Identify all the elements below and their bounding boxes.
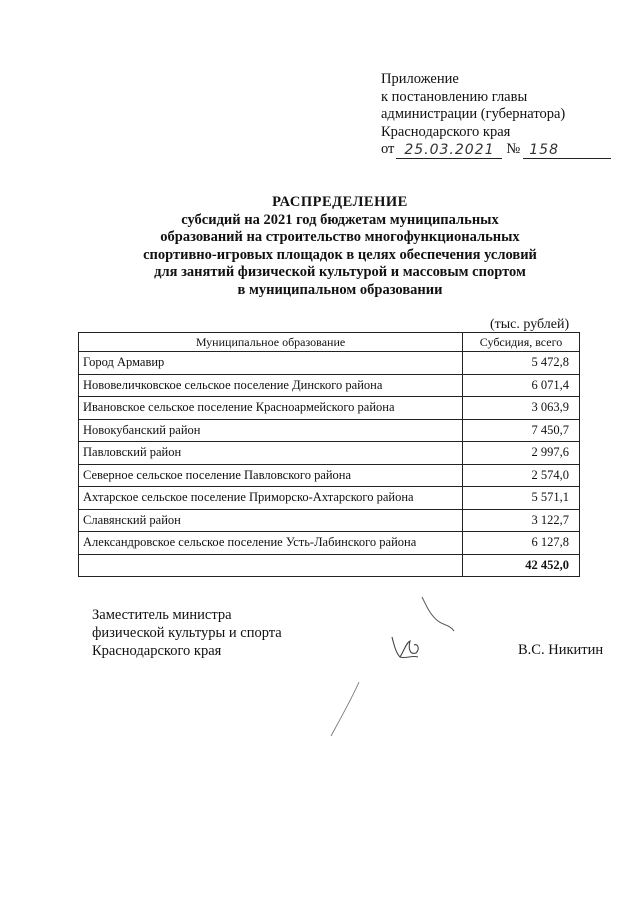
table-row — [79, 352, 580, 375]
title-line-1: субсидий на 2021 год бюджетам муниципальных — [181, 211, 499, 228]
signer-line-2: физической культуры и спорта — [92, 625, 282, 641]
from-label: от — [381, 141, 395, 157]
title-line-2: образований на строительство многофункциональных — [160, 229, 520, 245]
appendix-line-4: Краснодарского края — [381, 123, 511, 140]
appendix-date-line — [381, 141, 611, 159]
handwritten-signature — [380, 595, 470, 675]
row-value: 6 071,4 — [463, 374, 580, 397]
table-row — [79, 374, 580, 397]
signer-line-1: Заместитель министра — [92, 607, 232, 623]
total-value: 42 452,0 — [463, 554, 580, 577]
table-row — [79, 397, 580, 420]
handwritten-number: 158 — [523, 142, 611, 159]
row-name: Ахтарское сельское поселение Приморско-Ахтарского района — [79, 487, 463, 510]
table-total-row — [79, 554, 580, 577]
row-name: Павловский район — [79, 442, 463, 465]
table-row — [79, 419, 580, 442]
title-line-4: для занятий физической культурой и массовым спортом — [154, 264, 526, 280]
header-subsidy: Субсидия, всего — [463, 333, 580, 352]
title-heading: РАСПРЕДЕЛЕНИЕ — [272, 194, 408, 210]
number-label: № — [506, 141, 521, 157]
header-municipality: Муниципальное образование — [79, 333, 463, 352]
row-value: 3 122,7 — [463, 509, 580, 532]
subsidy-table — [78, 332, 580, 577]
table-header-row — [79, 333, 580, 352]
appendix-line-2: к постановлению главы — [381, 88, 528, 105]
row-value: 6 127,8 — [463, 532, 580, 555]
row-value: 7 450,7 — [463, 419, 580, 442]
handwritten-date: 25.03.2021 — [396, 142, 502, 159]
row-name: Город Армавир — [79, 352, 463, 375]
title-line-3: спортивно-игровых площадок в целях обеспечения условий — [143, 246, 537, 263]
appendix-line-3: администрации (губернатора) — [381, 106, 566, 122]
table-row — [79, 487, 580, 510]
table-row — [79, 442, 580, 465]
row-value: 2 997,6 — [463, 442, 580, 465]
row-name: Северное сельское поселение Павловского района — [79, 464, 463, 487]
table-row — [79, 464, 580, 487]
row-name: Ивановское сельское поселение Красноармейского района — [79, 397, 463, 420]
row-value: 5 472,8 — [463, 352, 580, 375]
units-label: (тыс. рублей) — [490, 317, 570, 332]
signer-position — [92, 606, 282, 660]
row-value: 3 063,9 — [463, 397, 580, 420]
signer-name: В.С. Никитин — [518, 642, 604, 658]
row-name: Славянский район — [79, 509, 463, 532]
appendix-block — [381, 71, 611, 159]
total-label — [79, 554, 463, 577]
pen-stroke-mark — [325, 678, 365, 743]
row-name: Новокубанский район — [79, 419, 463, 442]
table-row — [79, 532, 580, 555]
row-value: 2 574,0 — [463, 464, 580, 487]
appendix-line-1: Приложение — [381, 71, 459, 87]
title-line-5: в муниципальном образовании — [237, 281, 443, 298]
document-title — [140, 194, 540, 299]
row-name: Александровское сельское поселение Усть-Лабинского района — [79, 532, 463, 555]
signer-line-3: Краснодарского края — [92, 643, 222, 659]
table-row — [79, 509, 580, 532]
row-value: 5 571,1 — [463, 487, 580, 510]
row-name: Нововеличковское сельское поселение Динского района — [79, 374, 463, 397]
